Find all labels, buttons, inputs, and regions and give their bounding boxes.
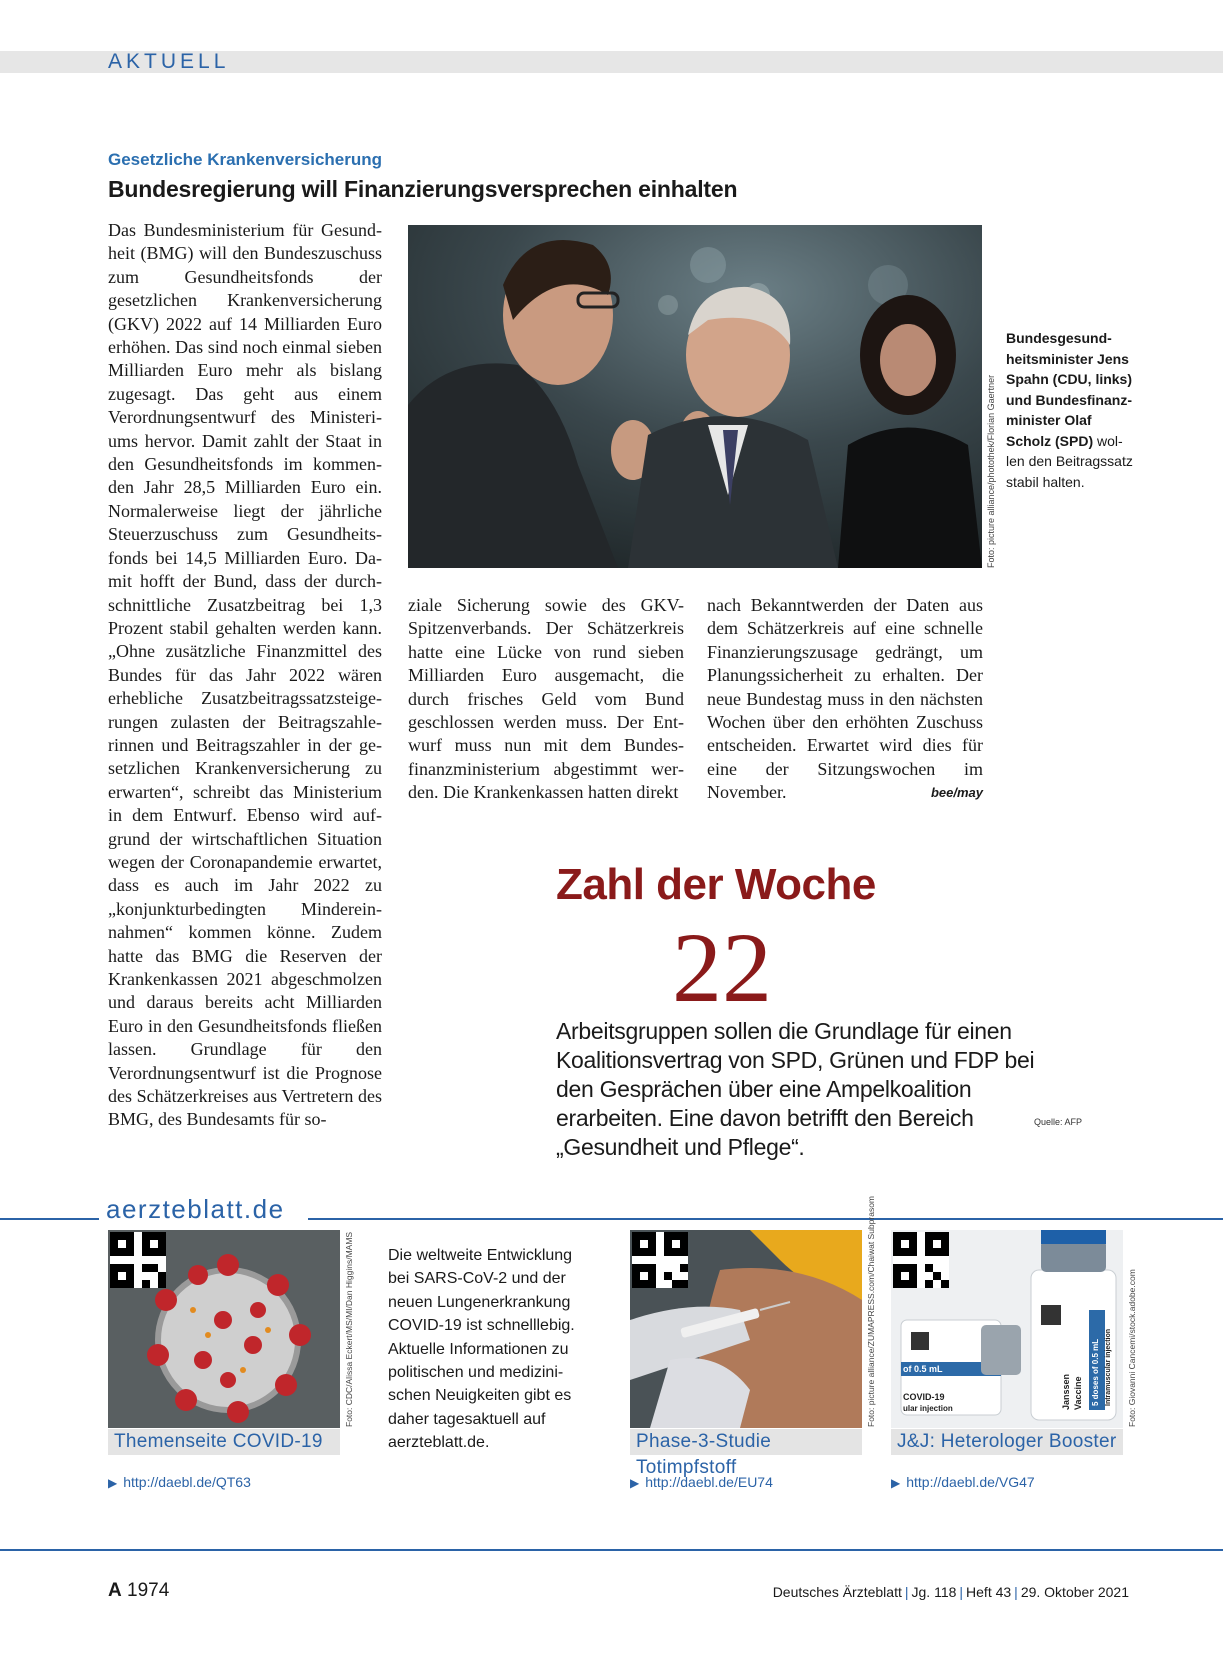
article-column-1: Das Bundesministerium für Gesundheit (BMG) will den Bundeszuschuss zum Gesundheitsfonds der gesetzlichen Krankenversicherung (GKV) 2022 auf 14 Milliarden Euro erhöhen. Das sind noch einmal sieben Milliarden Euro mehr als bislang zugesagt. Das geht aus einem Verordnungsentwurf des Ministeriums hervor. Damit zahlt der Staat in den Gesundheitsfonds im kommenden Jahr 28,5 Milliarden Euro ein. Normalerweise liegt der jährliche Steuerzuschuss zum Gesundheitsfonds bei 14,5 Milliarden Euro. Damit hofft der Bund, dass der durchschnittliche Zusatzbeitrag bei 1,3 Prozent stabil gehalten werden kann. „Ohne zusätzliche Finanzmittel des Bundes für das Jahr 2022 wären erhebliche Zusatzbeitragssatzsteigerungen zulasten der Beitragszahlerinnen und Beitragszahler in der gesetzlichen Krankenversicherung zu erwarten“, schreibt das Ministerium in dem Entwurf. Ebenso wird aufgrund der wirtschaftlichen Situation wegen der Coronapandemie erwartet, dass es auch im Jahr 2022 zu „konjunkturbedingten Mindereinnahmen“ kommen könne. Zudem hatte das BMG die Reserven der Krankenkassen 2021 abgeschmolzen und daraus bereits acht Milliarden Euro in den Gesundheitsfonds fließen lassen. Grundlage für den Verordnungsentwurf ist die Prognose des Schätzerkreises aus Vertretern des BMG, des Bundesamts für so- (108, 220, 382, 1130)
vial-text-janssen: Janssen (1061, 1373, 1071, 1410)
page-number-value: 1974 (127, 1580, 170, 1601)
article-kicker: Gesetzliche Krankenversicherung (108, 150, 383, 169)
journal-date: 29. Oktober 2021 (1020, 1584, 1129, 1600)
number-of-week-title: Zahl der Woche (556, 860, 876, 909)
aerzteblatt-rule-left (0, 1218, 99, 1220)
article-column-2: ziale Sicherung sowie des GKV-Spitzenverbands. Der Schätzerkreis hatte eine Lücke von rund sieben Milliarden Euro ausgemacht, die durch frisches Geld vom Bund geschlossen werden muss. Der Entwurf muss nun mit dem Bundesfinanzministerium abgestimmt werden. Die Krankenkassen hatten direkt (408, 595, 684, 803)
card-credit-jj-booster: Foto: Giovanni Cancemi/stock.adobe.com (1127, 1269, 1137, 1427)
number-of-week-source: Quelle: AFP (1034, 1117, 1083, 1127)
photo-caption-bold: Bundesgesundheitsminister Jens Spahn (CDU, links) und Bundesfinanzminister Olaf Scholz (SPD) (1006, 330, 1133, 449)
photo-credit: Foto: picture alliance/photothek/Florian Gaertner (986, 374, 996, 568)
section-label: AKTUELL (108, 50, 230, 73)
vial-text-intramuscular: Intramuscular injection (1105, 1328, 1112, 1406)
journal-issue: Heft 43 (966, 1584, 1012, 1600)
qr-code-icon[interactable] (110, 1232, 166, 1288)
number-of-week-text: Arbeitsgruppen sollen die Grundlage für einen Koalitionsvertrag von SPD, Grünen und FDP bei den Gesprächen über eine Ampelkoalition erarbeiten. Eine davon betrifft den Bereich „Gesundheit und Pflege“. (556, 1018, 1035, 1160)
card-credit-vaccine-study: Foto: picture alliance/ZUMAPRESS.com/Chaiwat Subprasom (866, 1195, 876, 1427)
card-image-vaccine-study[interactable] (630, 1230, 862, 1428)
card-link-vaccine-study-url[interactable]: http://daebl.de/EU74 (645, 1474, 773, 1490)
main-photo (408, 225, 982, 568)
footer-rule (0, 1549, 1223, 1551)
footer-meta: Deutsches Ärzteblatt | Jg. 118 | Heft 43 | 29. Oktober 2021 (772, 1584, 1129, 1600)
vial-text-dose: of 0.5 mL (903, 1364, 943, 1374)
vial-text-vaccine: Vaccine (1073, 1376, 1083, 1410)
play-arrow-icon: ▶ (108, 1476, 118, 1490)
vial-text-covid: COVID-19 (903, 1392, 945, 1402)
card-image-covid[interactable] (108, 1230, 340, 1428)
vial-text-injection: ular injection (903, 1404, 953, 1413)
vial-text-doses: 5 doses of 0.5 mL (1091, 1338, 1100, 1406)
page-prefix: A (108, 1580, 122, 1601)
card-link-jj-booster-url[interactable]: http://daebl.de/VG47 (906, 1474, 1035, 1490)
aerzteblatt-rule-right (308, 1218, 1223, 1220)
play-arrow-icon: ▶ (630, 1476, 640, 1490)
journal-volume: Jg. 118 (911, 1584, 957, 1600)
number-of-week-value: 22 (672, 912, 772, 1023)
play-arrow-icon: ▶ (891, 1476, 901, 1490)
card-credit-covid: Foto: CDC/Alissa Eckert/MS/MI/Dan Higgins/MAMS (344, 1231, 354, 1427)
photo-caption (1006, 328, 1136, 492)
qr-code-icon[interactable] (632, 1232, 688, 1288)
card-label-covid[interactable]: Themenseite COVID-19 (108, 1429, 340, 1455)
article-column-3 (707, 594, 983, 805)
photo-caption-rest: wollen den Beitragssatz stabil halten. (1006, 432, 1133, 490)
journal-name: Deutsches Ärzteblatt (772, 1584, 902, 1600)
article-column-3-text: nach Bekanntwerden der Daten aus dem Schätzerkreis auf eine schnelle Finanzierungszusage gedrängt, um Planungssicherheit zu erhalten. Der neue Bundestag muss in den nächsten Wochen über den erhöhten Zuschuss entscheiden. Erwartet wird dies für eine der Sitzungswochen im November. (707, 595, 983, 803)
card-label-vaccine-study[interactable]: Phase-3-Studie Totimpfstoff (630, 1429, 862, 1455)
card-link-covid[interactable] (108, 1474, 251, 1490)
card-image-jj-booster[interactable] (891, 1230, 1123, 1428)
page-number (108, 1580, 169, 1602)
article-headline: Bundesregierung will Finanzierungsversprechen einhalten (108, 176, 738, 202)
aerzteblatt-title: aerzteblatt.de (106, 1194, 285, 1224)
aerzteblatt-description: Die weltweite Entwicklung bei SARS-CoV-2 und der neuen Lungenerkrankung COVID-19 ist schnelllebig. Aktuelle Informationen zu politischen und medizinischen Neuigkeiten gibt es daher tagesaktuell auf aerzteblatt.de. (388, 1247, 575, 1452)
author-signature: bee/may (930, 785, 983, 801)
card-link-jj-booster[interactable] (891, 1474, 1035, 1490)
qr-code-icon[interactable] (893, 1232, 949, 1288)
card-label-jj-booster[interactable]: J&J: Heterologer Booster (891, 1429, 1123, 1455)
card-link-vaccine-study[interactable] (630, 1474, 773, 1490)
card-link-covid-url[interactable]: http://daebl.de/QT63 (123, 1474, 251, 1490)
